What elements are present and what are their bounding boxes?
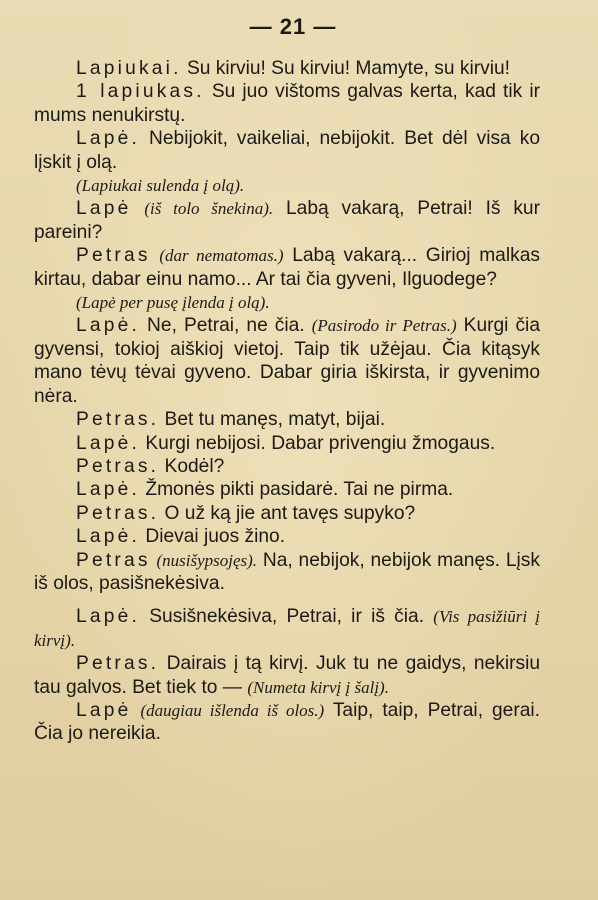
dialogue-paragraph (34, 314, 540, 408)
dialogue-text: Kurgi nebijosi. Dabar privengiu žmogaus. (140, 432, 496, 454)
dialogue-text: Nebijokit, vaikeliai, nebijokit. Bet dėl visa ko lįskit į olą. (34, 128, 540, 173)
dialogue-text: Taip, taip, Petrai, gerai. Čia jo nereikia. (34, 699, 540, 745)
dialogue-paragraph (34, 174, 540, 197)
dialogue-text: Ne, Petrai, ne čia. (140, 315, 312, 337)
dialogue-text: Na, nebijok, nebijok manęs. Lįsk iš olos, pasišnekėsiva. (34, 549, 540, 594)
dialogue-paragraph (34, 525, 540, 548)
dialogue-text: Susišnekėsiva, Petrai, ir iš čia. (140, 606, 434, 628)
speaker-name: 1 lapiukas. (76, 81, 205, 103)
speaker-name: Petras (76, 245, 151, 267)
dialogue-text: Dievai juos žino. (140, 526, 286, 548)
dialogue-text: Labą vakarą... Girioj malkas kirtau, dabar einu namo... Ar tai čia gyveni, Ilguodege? (34, 245, 540, 290)
dialogue-text: Su juo vištoms galvas kerta, kad tik ir mums nenukirstų. (34, 81, 540, 126)
stage-direction: (iš tolo šnekina). (144, 199, 274, 219)
speaker-name: Lapė. (76, 526, 141, 548)
speaker-name: Lapiukai. (76, 58, 182, 79)
stage-direction: (nusišypsojęs). (156, 550, 258, 570)
paragraph-gap (34, 595, 540, 605)
dialogue-text: Labą vakarą, Petrai! Iš kur pareini? (34, 198, 540, 243)
speaker-name: Lapė (76, 198, 132, 220)
dialogue-paragraph (34, 127, 540, 174)
speaker-name: Lapė. (76, 315, 141, 337)
dialogue-paragraph (34, 455, 540, 478)
dialogue-paragraph (34, 57, 540, 80)
speaker-name: Lapė. (76, 128, 141, 150)
speaker-name: Lapė. (76, 432, 141, 454)
dialogue-text: Su kirviu! Su kirviu! Mamyte, su kirviu! (181, 58, 511, 79)
dialogue-paragraph (34, 549, 540, 596)
dialogue-text: Kodėl? (159, 455, 225, 477)
dialogue-text: Dairais į tą kirvį. Juk tu ne gaidys, nekirsiu tau galvos. Bet tiek to — (34, 653, 540, 698)
speaker-name: Petras. (76, 409, 160, 431)
speaker-name: Petras (76, 549, 151, 571)
stage-direction: (Pasirodo ir Petras.) (311, 316, 457, 336)
dialogue-paragraph (34, 291, 540, 314)
stage-direction: (Numeta kirvį į šalį). (247, 677, 389, 697)
dialogue-text: Kurgi čia gyvensi, tokioj aiškioj vietoj. Taip tik užėjau. Čia kitąsyk mano tėvų tėvai gyveno. Dabar giria iškirsta, ir gyvenimo nėra. (34, 315, 540, 407)
speaker-name: Lapė. (76, 606, 141, 628)
stage-direction: (Lapiukai sulenda į olą). (76, 176, 245, 196)
stage-direction: (Vis pasižiūri į kirvį). (34, 607, 540, 650)
dialogue-paragraph (34, 80, 540, 127)
speaker-name: Petras. (76, 653, 160, 675)
stage-direction: (daugiau išlenda iš olos.) (140, 700, 325, 720)
page-number: — 21 — (249, 14, 337, 39)
dialogue-paragraph (34, 478, 540, 501)
dialogue-paragraph (34, 244, 540, 291)
stage-direction: (Lapė per pusę įlenda į olą). (76, 293, 270, 313)
dialogue-paragraph (34, 197, 540, 244)
play-text (34, 57, 540, 746)
stage-direction: (dar nematomas.) (159, 246, 284, 266)
speaker-name: Lapė. (76, 479, 141, 501)
dialogue-paragraph (34, 408, 540, 431)
dialogue-paragraph (34, 605, 540, 652)
speaker-name: Petras. (76, 502, 160, 524)
dialogue-text: Žmonės pikti pasidarė. Tai ne pirma. (140, 479, 454, 501)
speaker-name: Lapė (76, 699, 132, 721)
dialogue-text: O už ką jie ant tavęs supyko? (159, 502, 416, 524)
speaker-name: Petras. (76, 455, 160, 477)
dialogue-paragraph (34, 432, 540, 455)
dialogue-paragraph (34, 652, 540, 699)
dialogue-paragraph (34, 502, 540, 525)
dialogue-text: Bet tu manęs, matyt, bijai. (159, 409, 386, 431)
dialogue-paragraph (34, 699, 540, 746)
